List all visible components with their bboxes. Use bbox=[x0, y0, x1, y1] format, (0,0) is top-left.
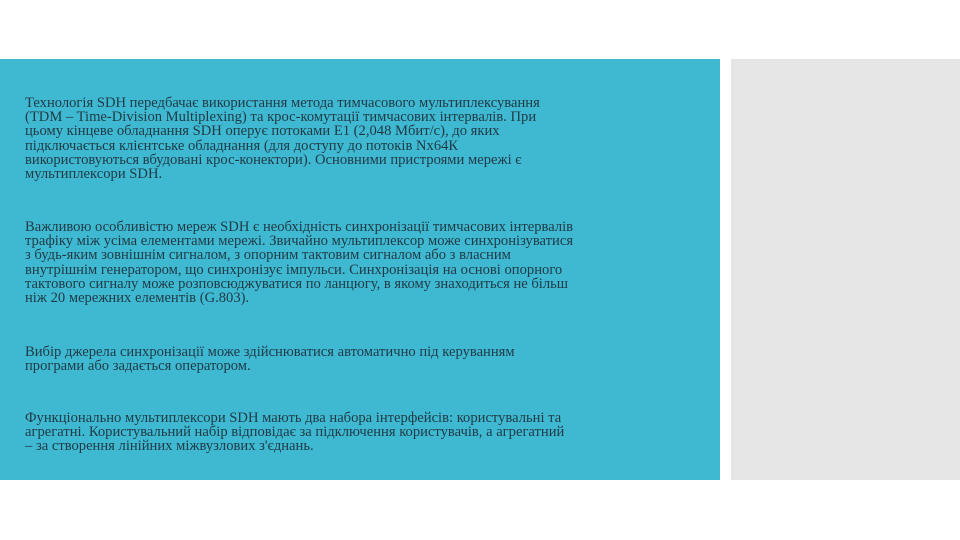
paragraph-sdh-technology: Технологія SDH передбачає використання метода тимчасового мультиплексування (TDM – Time-Division Multiplexing) та крос-комутації тимчасових інтервалів. При цьому кінцеве обладнання SDH оперує потоками Е1 (2,048 Мбит/с), до яких підключається клієнтське обладнання (для доступу до потоків Nх64К використовуються вбудовані крос-конектори). Основними пристроями мережі є мультиплексори SDH. bbox=[25, 95, 540, 183]
paragraph-interfaces: Функціонально мультиплексори SDH мають два набора інтерфейсів: користувальні та агрегатні. Користувальний набір відповідає за підключення користувачів, а агрегатний – за створення лінійних міжвузлових з'єднань. bbox=[25, 410, 565, 455]
paragraph-sync-source: Вибір джерела синхронізації може здійснюватися автоматично під керуванням програми або задається оператором. bbox=[25, 344, 515, 375]
side-panel bbox=[731, 59, 960, 480]
paragraph-synchronization: Важливою особливістю мереж SDH є необхідність синхронізації тимчасових інтервалів трафіку між усіма елементами мережі. Звичайно мультиплексор може синхронізуватися з будь-яким зовнішнім сигналом, з опорним тактовим сигналом або з власним внутрішнім генератором, що синхронізує імпульси. Синхронізація на основі опорного тактового сигналу може розповсюджуватися по ланцюгу, в якому знаходиться не більш ніж 20 мережних елементів (G.803). bbox=[25, 219, 574, 307]
